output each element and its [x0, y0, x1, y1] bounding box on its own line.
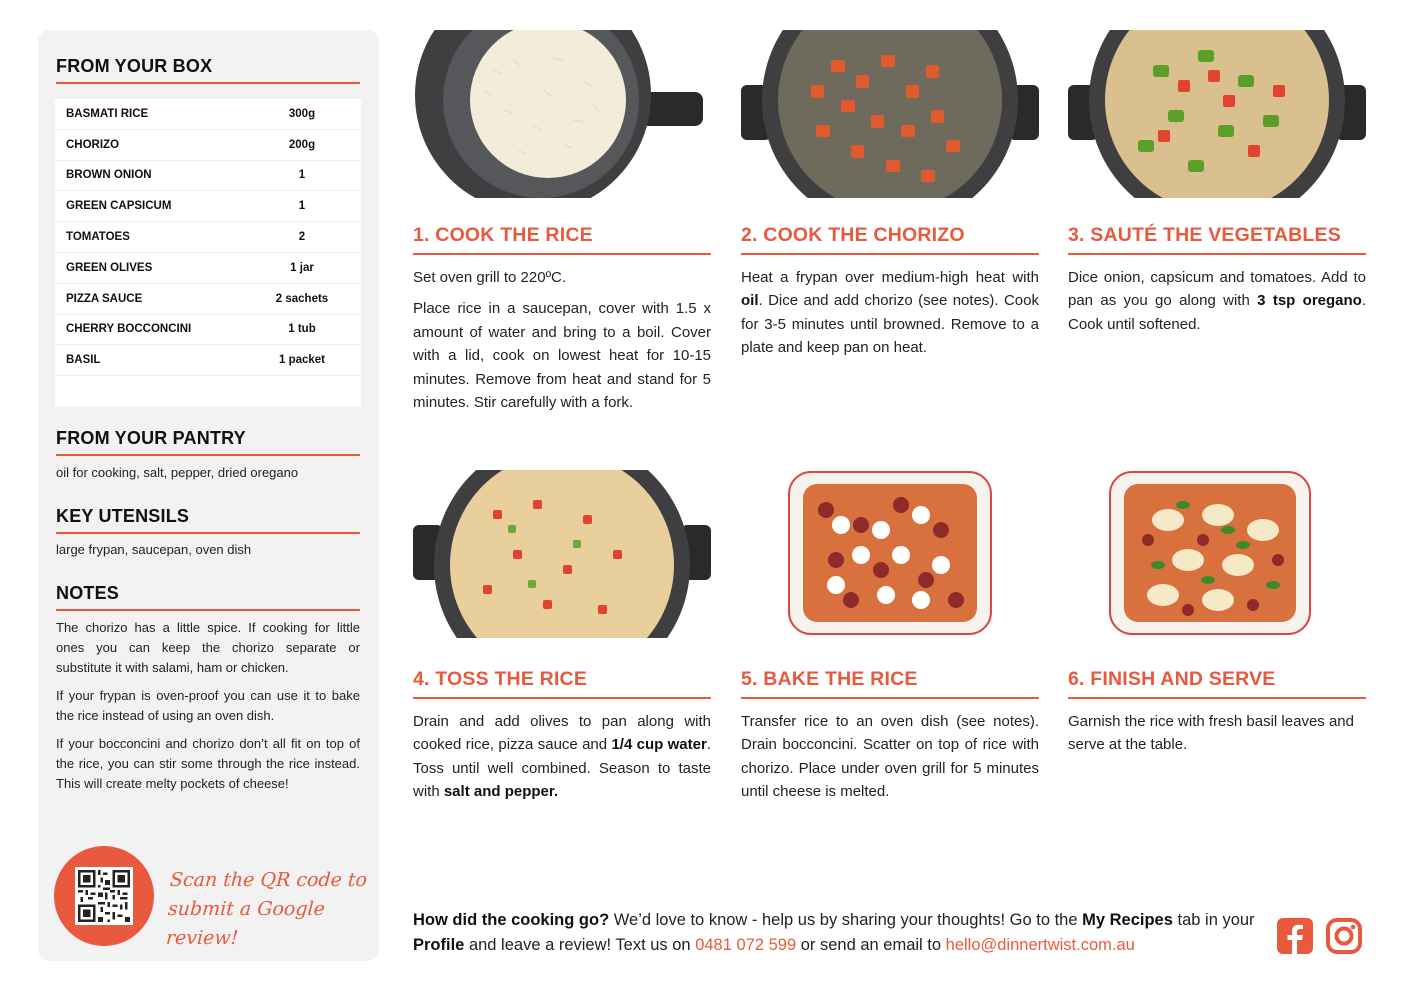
ingredients-sidebar — [38, 30, 379, 961]
ingredient-qty: 1 — [298, 169, 306, 182]
ingredient-name: GREEN CAPSICUM — [66, 200, 172, 213]
footer-text: and leave a review! Text us on — [464, 936, 696, 954]
key-utensils-heading: KEY UTENSILS — [56, 506, 190, 526]
from-your-pantry-heading: FROM YOUR PANTRY — [56, 428, 246, 448]
instagram-icon[interactable] — [1325, 917, 1363, 955]
ingredient-name: BROWN ONION — [66, 169, 152, 182]
ingredient-row — [55, 161, 361, 192]
qr-line-2: submit a Google review! — [165, 898, 326, 949]
heading-rule — [56, 82, 360, 84]
ingredient-name: GREEN OLIVES — [66, 261, 153, 274]
ingredient-qty: 200g — [288, 138, 316, 151]
step-5-title: 5. BAKE THE RICE — [741, 668, 918, 690]
footer-text: or send an email to — [796, 936, 946, 954]
ingredient-qty: 300g — [288, 107, 316, 120]
step-4-bold: salt and pepper. — [443, 783, 559, 801]
step-3-text: . Cook until softened. — [1068, 292, 1366, 333]
step-6-paragraph: Garnish the rice with fresh basil leaves and serve at the table. — [1068, 713, 1354, 754]
step-1-photo-rice-pot — [413, 30, 711, 198]
step-4-text: . Toss until well combined. Season to taste with — [413, 736, 711, 801]
step-1-paragraph: Place rice in a saucepan, cover with 1.5 x amount of water and bring to a boil. Cover with a lid, cook on lowest heat for 10-15 minutes. Remove from heat and stand for 5 minutes. Stir carefully with a fork. — [413, 300, 711, 412]
step-4-body — [413, 710, 711, 812]
notes-heading: NOTES — [56, 583, 120, 603]
ingredient-name: TOMATOES — [66, 231, 130, 244]
qr-line-1: Scan the QR code to — [169, 869, 368, 891]
step-1-rule — [413, 253, 711, 255]
phone-link[interactable]: 0481 072 599 — [695, 936, 797, 954]
step-2-rule — [741, 253, 1039, 255]
heading-rule — [56, 454, 360, 456]
ingredient-row — [55, 222, 361, 253]
step-3-bold: 3 tsp oregano — [1257, 292, 1362, 310]
ingredient-row — [55, 284, 361, 315]
step-3-title: 3. SAUTÉ THE VEGETABLES — [1068, 224, 1341, 246]
qr-badge[interactable] — [54, 846, 154, 946]
feedback-footer — [413, 908, 1263, 958]
footer-text: tab in your — [1172, 911, 1255, 929]
note-paragraph: If your bocconcini and chorizo don’t all fit on top of the rice, you can stir some through the rice instead. This will create melty pockets of cheese! — [56, 736, 360, 791]
ingredient-qty: 2 — [298, 231, 306, 244]
note-paragraph: If your frypan is oven-proof you can use it to bake the rice instead of using an oven dish. — [56, 688, 360, 723]
step-6-body — [1068, 710, 1366, 765]
qr-review-prompt — [165, 866, 371, 953]
step-5-paragraph: Transfer rice to an oven dish (see notes). Drain bocconcini. Scatter on top of rice with chorizo. Place under oven grill for 5 minutes until cheese is melted. — [741, 713, 1039, 801]
ingredient-name: CHORIZO — [66, 138, 120, 151]
qr-code-icon[interactable] — [75, 867, 133, 925]
footer-profile: Profile — [413, 936, 465, 954]
ingredient-name: BASIL — [66, 354, 101, 367]
ingredient-row — [55, 253, 361, 284]
step-6-photo-finished-dish — [1068, 470, 1366, 638]
step-1-title: 1. COOK THE RICE — [413, 224, 593, 246]
step-1-paragraph: Set oven grill to 220ºC. — [413, 269, 567, 286]
ingredient-qty: 1 tub — [288, 323, 316, 336]
heading-rule — [56, 532, 360, 534]
step-3-paragraph — [1068, 266, 1366, 336]
step-4-bold: 1/4 cup water — [611, 736, 707, 754]
step-2-text: . Dice and add chorizo (see notes). Cook for 3-5 minutes until browned. Remove to a plate and keep pan on heat. — [741, 292, 1039, 357]
ingredient-qty: 2 sachets — [275, 292, 329, 305]
note-paragraph: The chorizo has a little spice. If cooking for little ones you can keep the chorizo separate or substitute it with salami, ham or chicken. — [56, 620, 360, 675]
step-3-body — [1068, 266, 1366, 344]
step-1-body — [413, 266, 711, 422]
step-2-text: Heat a frypan over medium-high heat with — [741, 269, 1039, 286]
step-4-paragraph — [413, 710, 711, 804]
step-4-rule — [413, 697, 711, 699]
ingredient-name: BASMATI RICE — [66, 107, 149, 120]
footer-text: We’d love to know - help us by sharing your thoughts! Go to the — [609, 911, 1083, 929]
ingredient-name: CHERRY BOCCONCINI — [66, 323, 192, 336]
pantry-text: oil for cooking, salt, pepper, dried oregano — [56, 465, 299, 480]
step-3-text: Dice onion, capsicum and tomatoes. Add to pan as you go along with — [1068, 269, 1366, 310]
email-link[interactable]: hello@dinnertwist.com.au — [945, 936, 1135, 954]
footer-my-recipes: My Recipes — [1082, 911, 1173, 929]
utensils-text: large frypan, saucepan, oven dish — [56, 542, 252, 557]
heading-rule — [56, 609, 360, 611]
notes-text — [56, 618, 360, 802]
ingredient-row — [55, 345, 361, 376]
ingredient-name: PIZZA SAUCE — [66, 292, 143, 305]
ingredient-qty: 1 — [298, 200, 306, 213]
step-2-bold: oil — [741, 292, 759, 310]
step-2-paragraph — [741, 266, 1039, 360]
ingredient-row — [55, 315, 361, 346]
ingredient-qty: 1 jar — [290, 261, 314, 274]
step-4-photo-rice-pan — [413, 470, 711, 638]
step-5-body — [741, 710, 1039, 812]
table-padding — [55, 376, 361, 406]
step-6-title: 6. FINISH AND SERVE — [1068, 668, 1276, 690]
ingredient-row — [55, 130, 361, 161]
ingredient-row — [55, 191, 361, 222]
footer-question: How did the cooking go? — [413, 911, 610, 929]
step-2-body — [741, 266, 1039, 368]
step-2-title: 2. COOK THE CHORIZO — [741, 224, 965, 246]
step-4-title: 4. TOSS THE RICE — [413, 668, 588, 690]
from-your-box-heading: FROM YOUR BOX — [56, 56, 213, 76]
ingredient-row — [55, 99, 361, 130]
ingredients-table — [55, 99, 361, 406]
step-3-photo-vegetables-pan — [1068, 30, 1366, 198]
ingredient-qty: 1 packet — [278, 354, 326, 367]
step-2-photo-chorizo-pan — [741, 30, 1039, 198]
facebook-icon[interactable] — [1276, 917, 1314, 955]
step-5-rule — [741, 697, 1039, 699]
step-3-rule — [1068, 253, 1366, 255]
step-5-photo-oven-dish — [741, 470, 1039, 638]
step-6-rule — [1068, 697, 1366, 699]
step-4-text: Drain and add olives to pan along with cooked rice, pizza sauce and — [413, 713, 711, 754]
